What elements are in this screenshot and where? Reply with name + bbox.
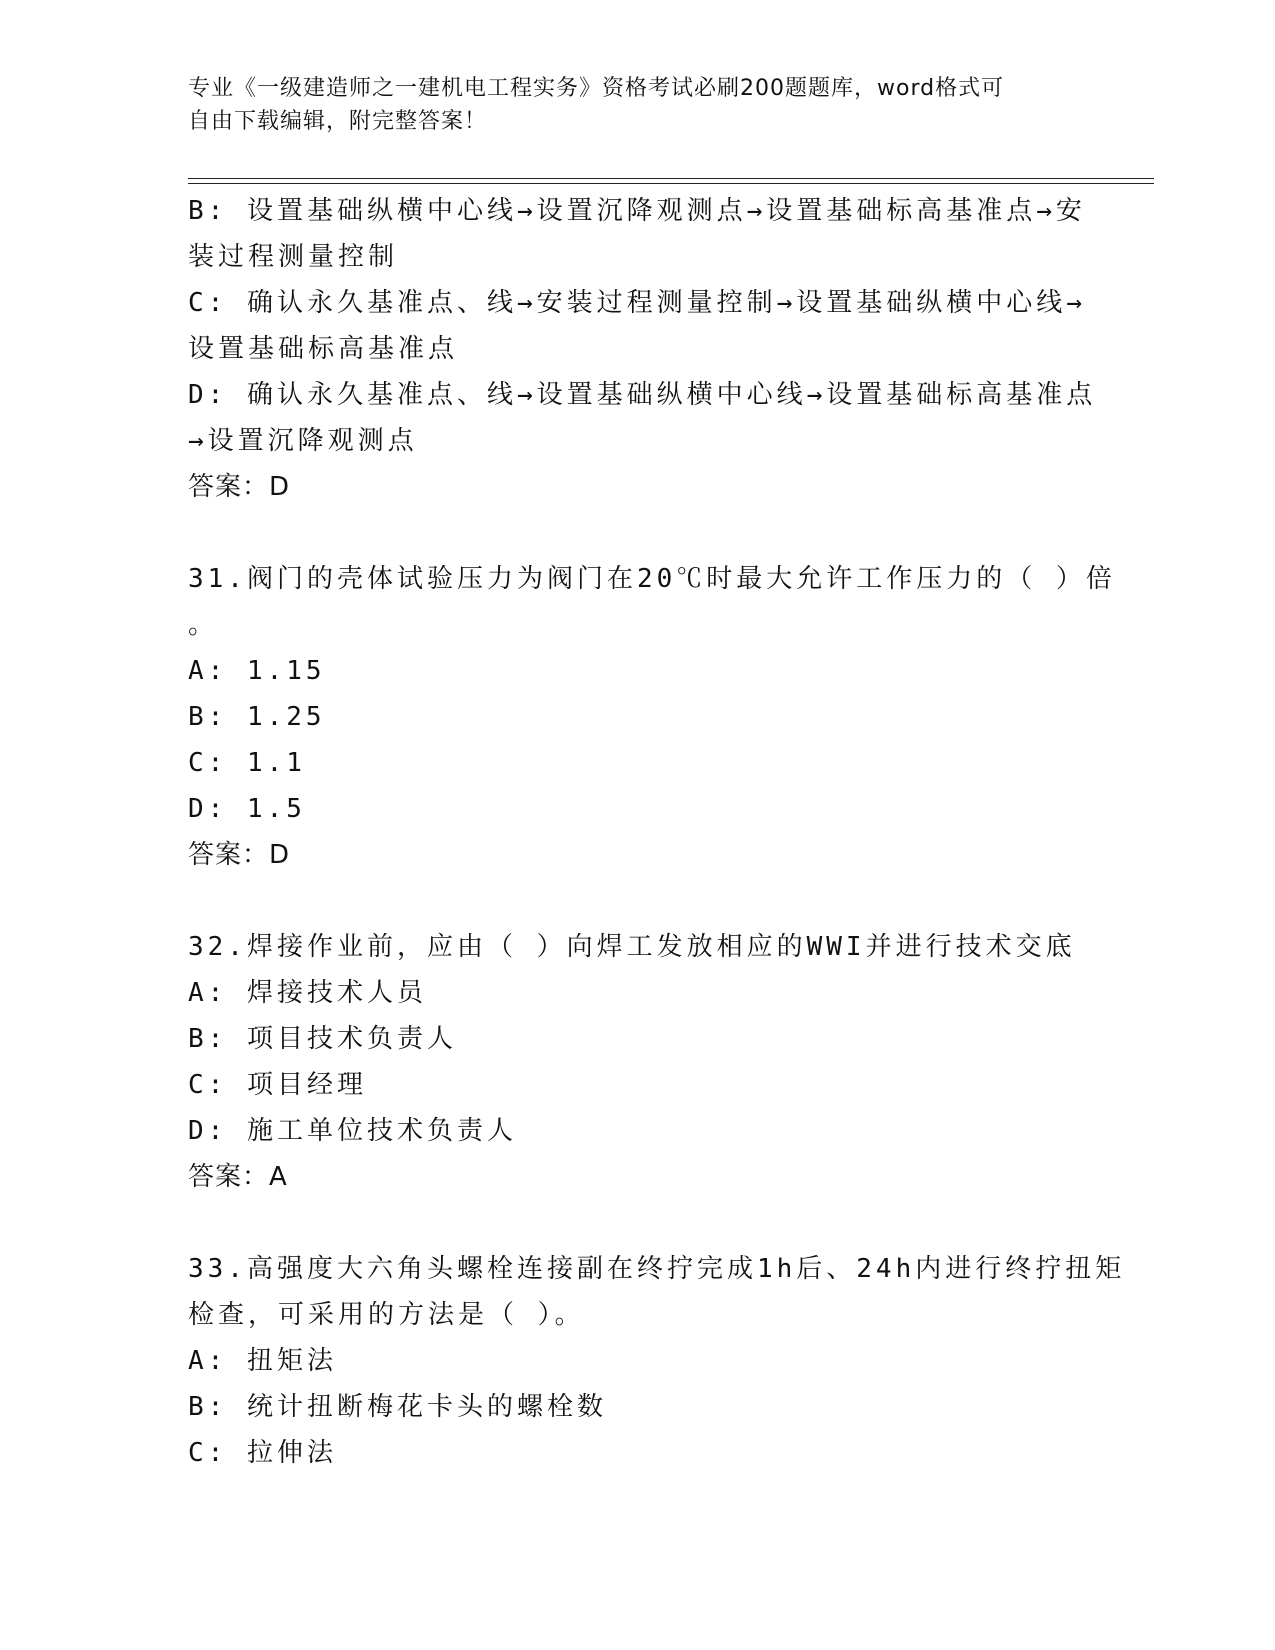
q30-option-b-line-1: B: 设置基础纵横中心线→设置沉降观测点→设置基础标高基准点→安 [188, 196, 1086, 226]
question-31 [188, 556, 1116, 878]
question-content [188, 188, 1126, 1476]
q30-option-d-line-1: D: 确认永久基准点、线→设置基础纵横中心线→设置基础标高基准点 [188, 380, 1097, 410]
q31-option-b: B: 1.25 [188, 702, 326, 732]
q33-option-b: B: 统计扭断梅花卡头的螺栓数 [188, 1392, 607, 1422]
page-header [188, 72, 1088, 138]
q31-stem-line-2: 。 [188, 610, 219, 640]
q33-stem-line-2: 检查，可采用的方法是（ ）。 [188, 1300, 585, 1330]
q32-stem: 32.焊接作业前，应由（ ）向焊工发放相应的WWI并进行技术交底 [188, 932, 1076, 962]
q31-stem-line-1: 31.阀门的壳体试验压力为阀门在20℃时最大允许工作压力的（ ）倍 [188, 564, 1116, 594]
question-33 [188, 1246, 1126, 1476]
q30-option-d-line-2: →设置沉降观测点 [188, 426, 418, 456]
q31-option-d: D: 1.5 [188, 794, 306, 824]
q32-option-d: D: 施工单位技术负责人 [188, 1116, 517, 1146]
header-line-1: 专业《一级建造师之一建机电工程实务》资格考试必刷200题题库，word格式可 [188, 76, 1005, 101]
header-divider [188, 178, 1154, 179]
q30-answer: 答案：D [188, 472, 291, 502]
header-divider-second [188, 183, 1154, 184]
q30-option-b-line-2: 装过程测量控制 [188, 242, 399, 272]
question-32 [188, 924, 1088, 1200]
q30-option-c-line-2: 设置基础标高基准点 [188, 334, 459, 364]
question-30 [188, 188, 1097, 510]
q30-option-c-line-1: C: 确认永久基准点、线→安装过程测量控制→设置基础纵横中心线→ [188, 288, 1086, 318]
q31-answer: 答案：D [188, 840, 291, 870]
q31-option-a: A: 1.15 [188, 656, 326, 686]
q32-option-b: B: 项目技术负责人 [188, 1024, 457, 1054]
q32-option-c: C: 项目经理 [188, 1070, 367, 1100]
header-line-2: 自由下载编辑，附完整答案！ [188, 109, 488, 134]
q33-stem-line-1: 33.高强度大六角头螺栓连接副在终拧完成1h后、24h内进行终拧扭矩 [188, 1254, 1126, 1284]
q33-option-c: C: 拉伸法 [188, 1438, 337, 1468]
q32-option-a: A: 焊接技术人员 [188, 978, 427, 1008]
q32-answer: 答案：A [188, 1162, 288, 1192]
q33-option-a: A: 扭矩法 [188, 1346, 337, 1376]
q31-option-c: C: 1.1 [188, 748, 306, 778]
